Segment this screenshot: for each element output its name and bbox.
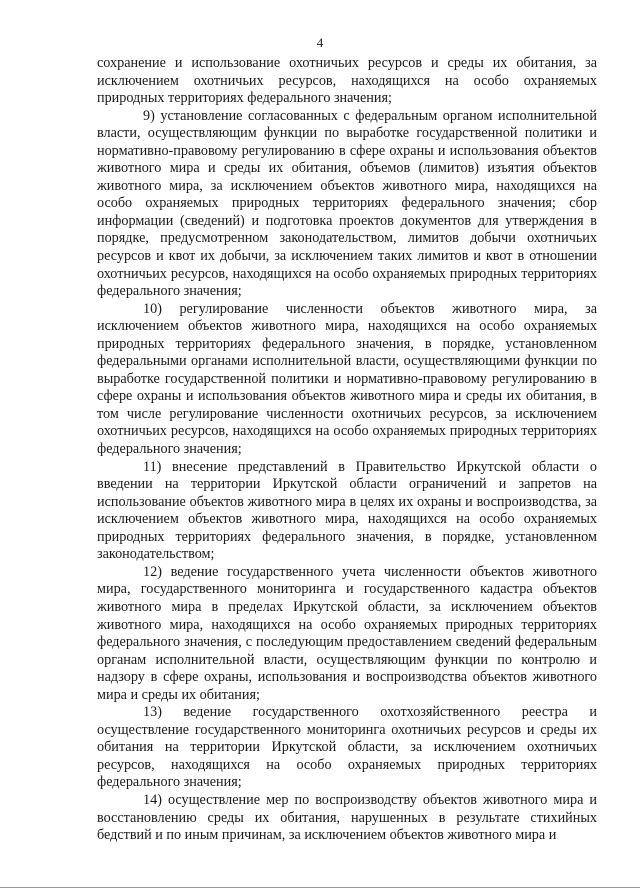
- paragraph-item-13: 13) ведение государственного охотхозяйственного реестра и осуществление государственного мониторинга охотничьих ресурсов и среды их обитания на территории Иркутской области, за исключением охотничьих ресурсов, находящихся на особо охраняемых природных территориях федерального значения;: [97, 704, 597, 791]
- paragraph-item-14: 14) осуществление мер по воспроизводству объектов животного мира и восстановлению среды их обитания, нарушенных в результате стихийных бедствий и по иным причинам, за исключением объектов животного мира и: [97, 791, 597, 844]
- paragraph-item-10: 10) регулирование численности объектов животного мира, за исключением объектов животного мира, находящихся на особо охраняемых природных территориях федерального значения, в порядке, установленном федеральными органами исполнительной власти, осуществляющими функции по выработке государственной политики и нормативно-правовому регулированию в сфере охраны и использования объектов животного мира и среды их обитания, в том числе регулирование численности охотничьих ресурсов, за исключением охотничьих ресурсов, находящихся на особо охраняемых природных территориях федерального значения;: [97, 300, 597, 458]
- document-body: [97, 55, 597, 845]
- scan-bottom-edge: [0, 887, 640, 888]
- paragraph-continuation: сохранение и использование охотничьих ресурсов и среды их обитания, за исключением охотничьих ресурсов, находящихся на особо охраняемых природных территориях федерального значения;: [97, 55, 597, 107]
- paragraph-item-12: 12) ведение государственного учета численности объектов животного мира, государственного мониторинга и государственного кадастра объектов животного мира в пределах Иркутской области, за исключением объектов животного мира, находящихся на особо охраняемых природных территориях федерального значения, с последующим предоставлением сведений федеральным органам исполнительной власти, осуществляющим функции по контролю и надзору в сфере охраны, использования и воспроизводства объектов животного мира и среды их обитания;: [97, 563, 597, 703]
- paragraph-item-9: 9) установление согласованных с федеральным органом исполнительной власти, осуществляющим функции по выработке государственной политики и нормативно-правовому регулированию в сфере охраны и использования объектов животного мира и среды их обитания, объемов (лимитов) изъятия объектов животного мира, за исключением объектов животного мира, находящихся на особо охраняемых природных территориях федерального значения; сбор информации (сведений) и подготовка проектов документов для утверждения в порядке, предусмотренном законодательством, лимитов добычи охотничьих ресурсов и квот их добычи, за исключением таких лимитов и квот в отношении охотничьих ресурсов, находящихся на особо охраняемых природных территориях федерального значения;: [97, 107, 597, 300]
- paragraph-item-11: 11) внесение представлений в Правительство Иркутской области о введении на территории Иркутской области ограничений и запретов на использование объектов животного мира в целях их охраны и воспроизводства, за исключением объектов животного мира, находящихся на особо охраняемых природных территориях федерального значения, в порядке, установленном законодательством;: [97, 458, 597, 563]
- page-number: 4: [316, 35, 324, 50]
